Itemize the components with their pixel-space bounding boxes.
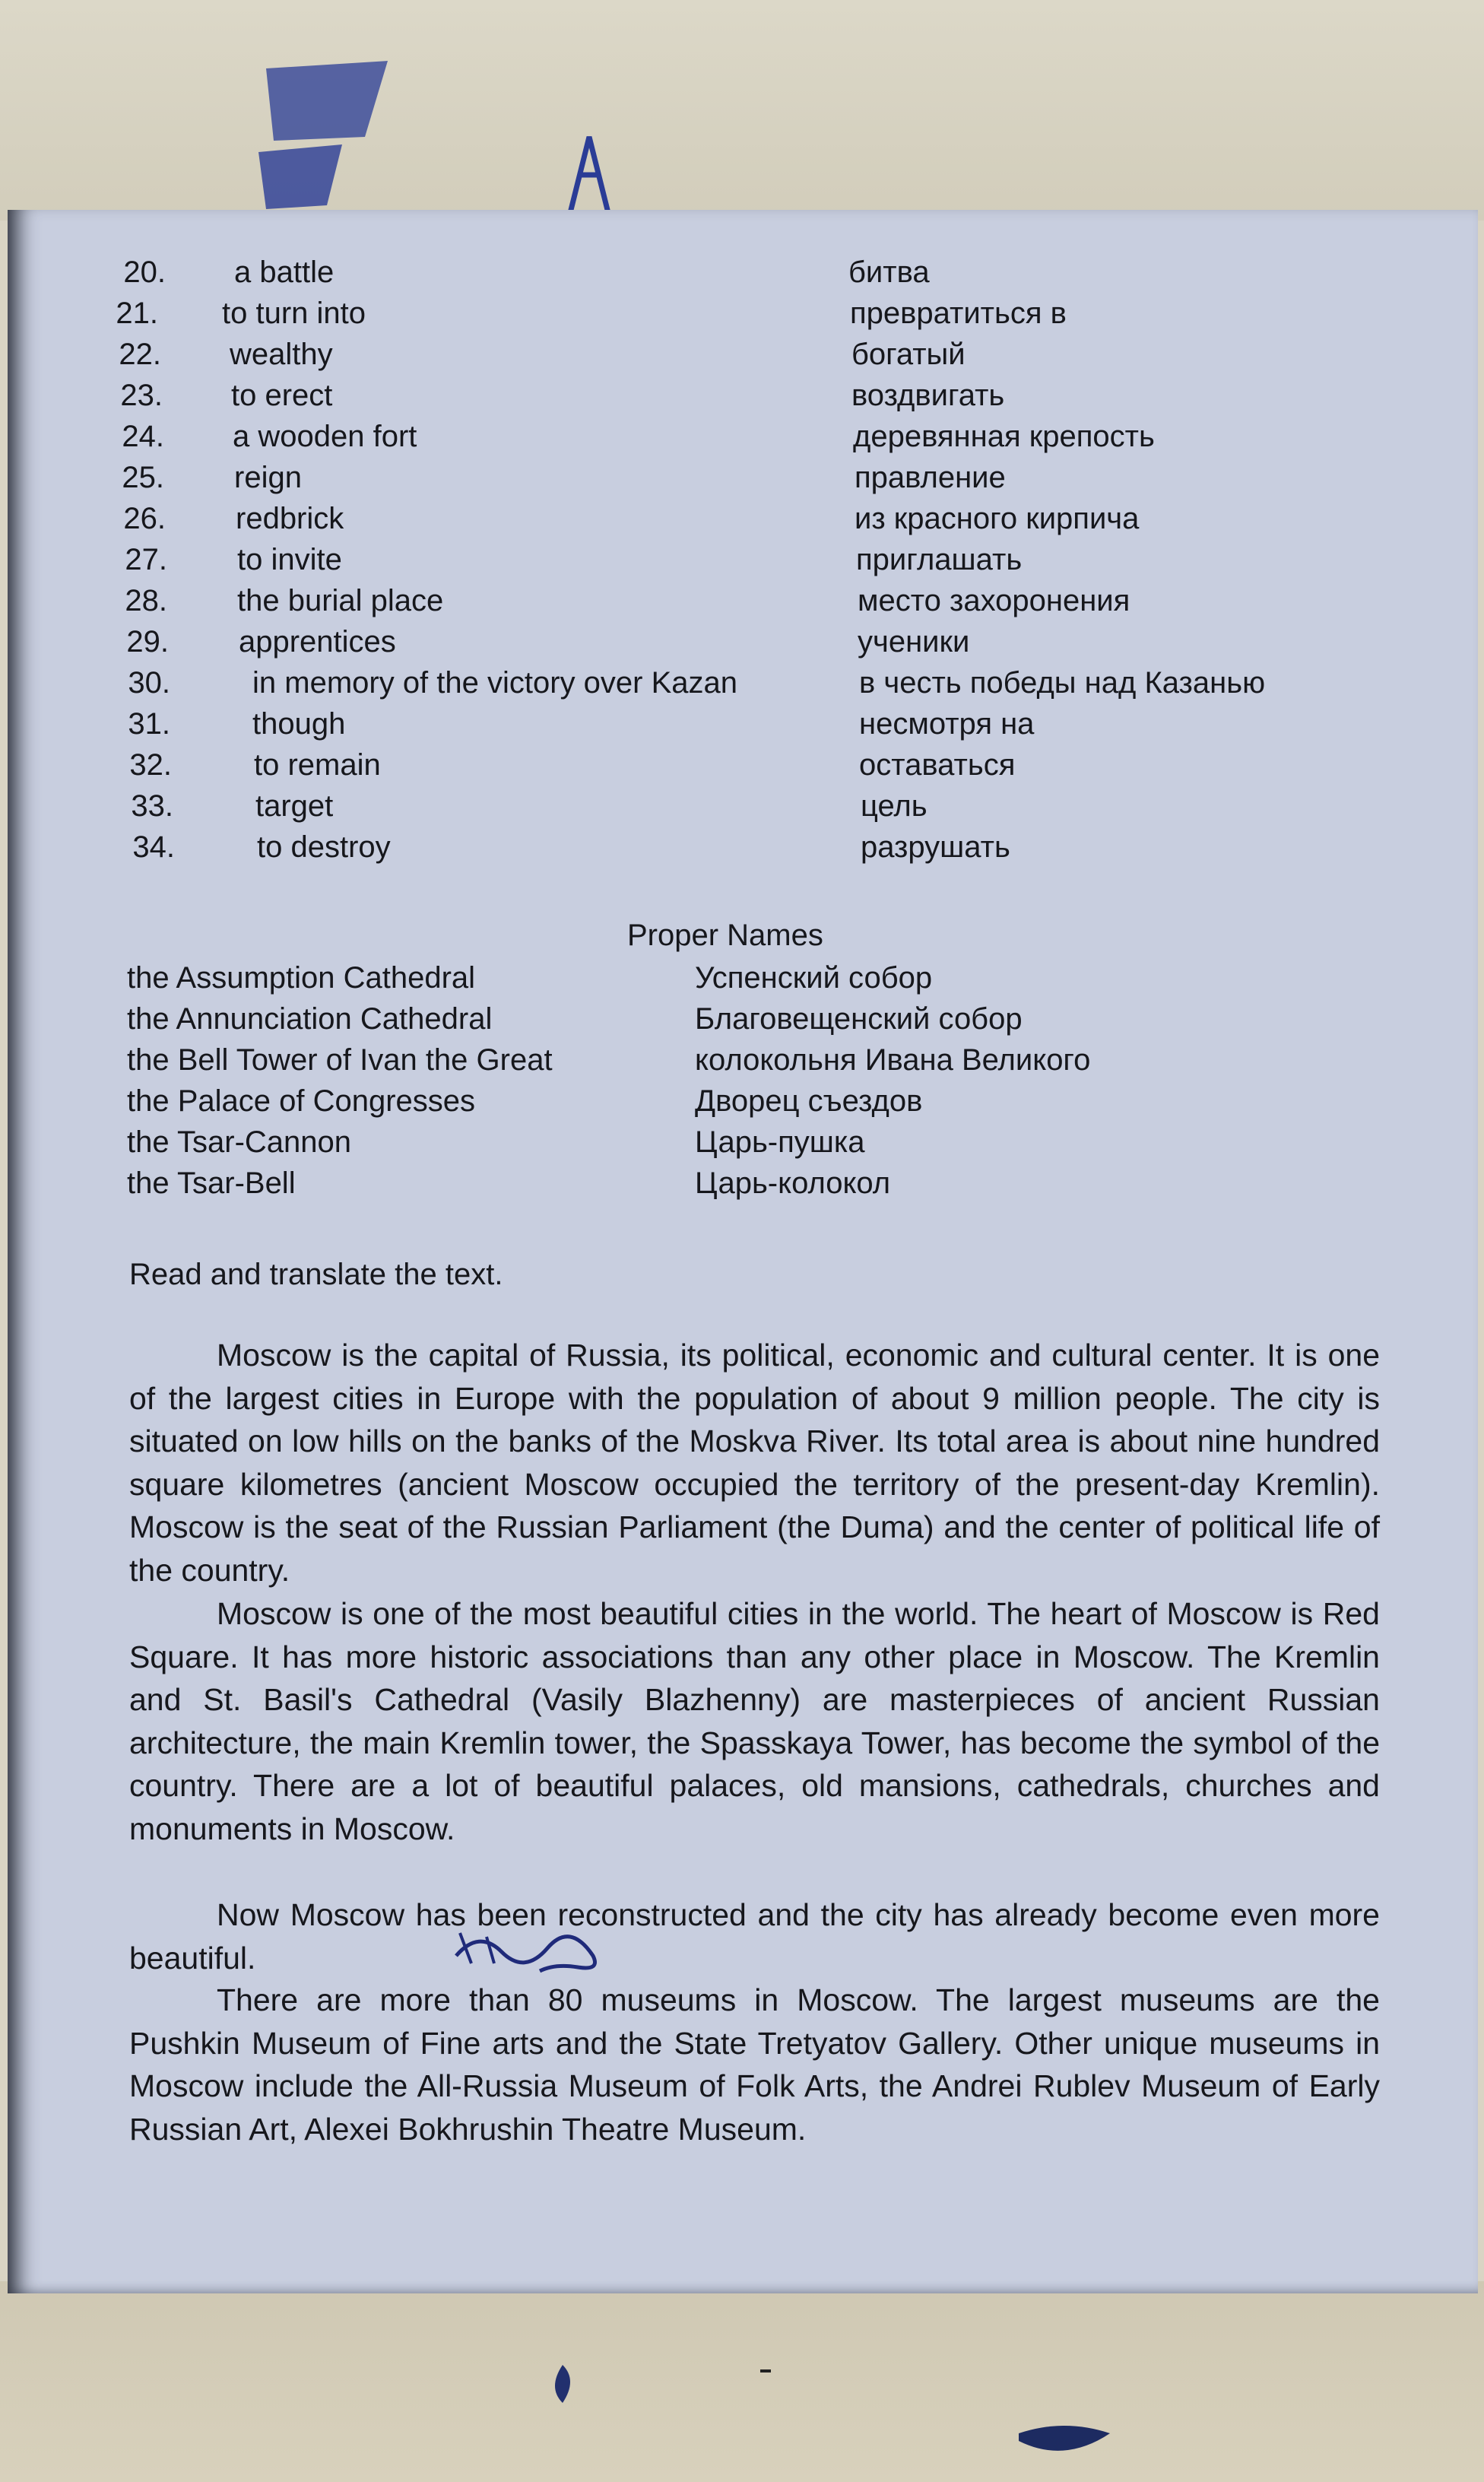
paragraph: There are more than 80 museums in Moscow. The largest museums are the Pushkin Museum of Fine arts and the State Tretyatov Gallery. Other unique museums in Moscow include the All-Russia Museum of Folk Arts, the Andrei Rublev Museum of Early Russian Art, Alexei Bokhrushin Theatre Museum. <box>129 1982 1380 2147</box>
vocab-row: 26. redbrick из красного кирпича <box>123 502 1140 535</box>
paragraph: Moscow is the capital of Russia, its political, economic and cultural center. It is one of the largest cities in Europe with the population of about 9 million people. The city is situated on low hills on the banks of the Moskva River. Its total area is about nine hundred square kilometres (ancient Moscow occupied the territory of the present-day Kremlin). Moscow is the seat of the Russian Parliament (the Duma) and the center of political life of the country. <box>129 1338 1380 1588</box>
proper-name-row: the Assumption Cathedral Успенский собор <box>127 961 933 995</box>
vocab-row: 25. reign правление <box>122 461 1006 494</box>
page-mark <box>760 2369 771 2372</box>
instruction: Read and translate the text. <box>129 1258 503 1291</box>
vocab-row: 21. to turn into превратиться в <box>116 297 1067 330</box>
vocab-row: 24. a wooden fort деревянная крепость <box>122 420 1155 453</box>
vocab-row: 28. the burial place место захоронения <box>125 584 1130 617</box>
vocab-row: 20. a battle битва <box>123 256 930 289</box>
proper-names-title: Proper Names <box>627 919 823 952</box>
document-page <box>8 210 1478 2293</box>
vocab-row: 34. to destroy разрушать <box>132 830 1010 864</box>
paragraph: Moscow is one of the most beautiful cities in the world. The heart of Moscow is Red Square. It has more historic associations than any other place in Moscow. The Kremlin and St. Basil's Cathedral (Vasily Blazhenny) are masterpieces of ancient Russian architecture, the main Kremlin tower, the Spasskaya Tower, has become the symbol of the country. There are a lot of beautiful palaces, old mansions, cathedrals, churches and monuments in Moscow. <box>129 1596 1380 1846</box>
vocab-row: 31. though несмотря на <box>128 707 1035 741</box>
vocab-row: 27. to invite приглашать <box>125 543 1023 576</box>
vocab-row: 33. target цель <box>131 789 928 823</box>
desk-surface-top <box>0 0 1484 221</box>
proper-name-row: the Bell Tower of Ivan the Great колокольня Ивана Великого <box>127 1043 1091 1077</box>
vocab-row: 29. apprentices ученики <box>126 625 970 659</box>
pen-scribble-mark <box>449 1925 623 1979</box>
paragraph: Now Moscow has been reconstructed and the city has already become even more beautiful. <box>129 1897 1380 1976</box>
pen-doodle-bottom <box>532 2350 1140 2479</box>
proper-name-row: the Tsar-Cannon Царь-пушка <box>127 1125 865 1159</box>
pen-doodle-top <box>251 53 631 228</box>
vocab-row: 22. wealthy богатый <box>119 338 966 371</box>
vocab-row: 32. to remain оставаться <box>129 748 1016 782</box>
proper-name-row: the Palace of Congresses Дворец съездов <box>127 1084 923 1118</box>
proper-name-row: the Annunciation Cathedral Благовещенский собор <box>127 1002 1023 1036</box>
proper-name-row: the Tsar-Bell Царь-колокол <box>127 1166 891 1200</box>
vocab-row: 30. in memory of the victory over Kazan в честь победы над Казанью <box>128 666 1266 700</box>
vocab-row: 23. to erect воздвигать <box>120 379 1005 412</box>
